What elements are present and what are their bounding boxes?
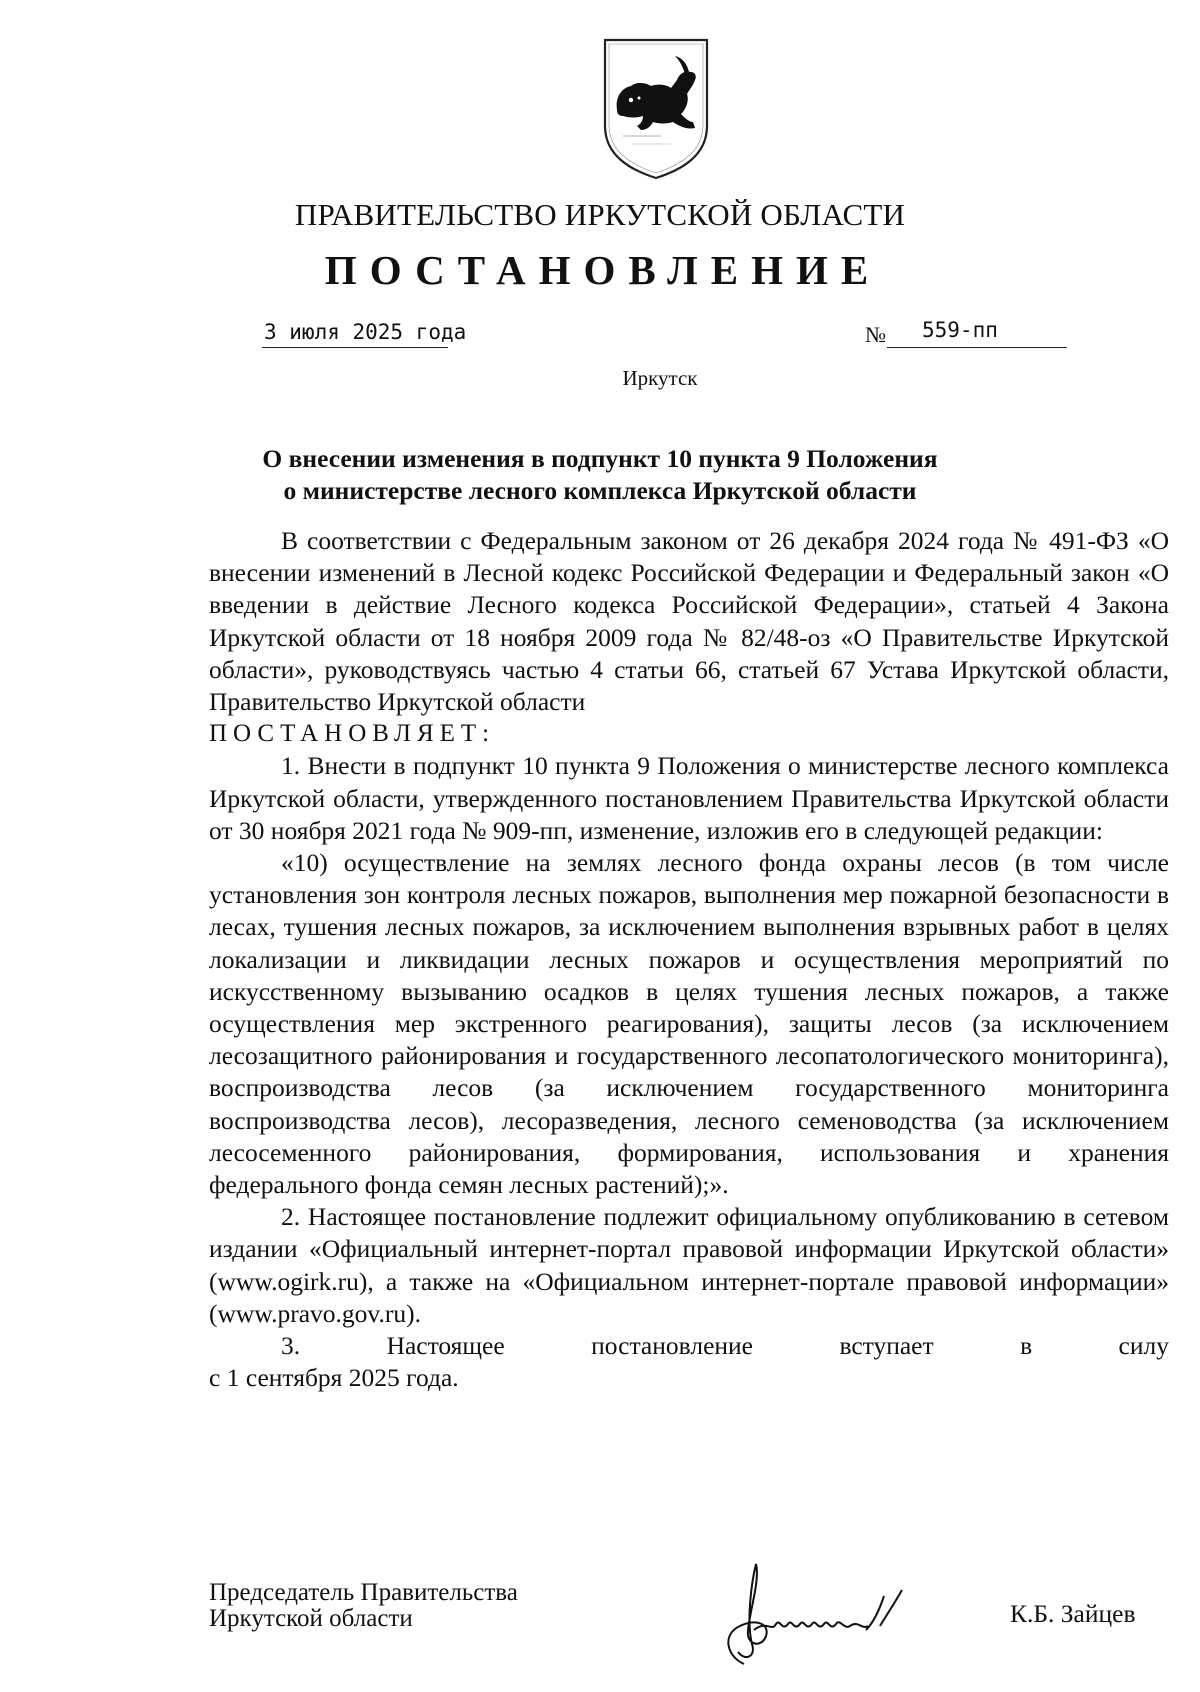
number-label: № — [865, 322, 886, 347]
document-type: ПОСТАНОВЛЕНИЕ — [324, 247, 882, 293]
item-3-line-2: с 1 сентября 2025 года. — [209, 1363, 459, 1393]
title-line-1: О внесении изменения в подпункт 10 пункта 9 Положения — [262, 444, 938, 473]
date-underline — [262, 347, 448, 348]
item-1-quote-paragraph: «10) осуществление на землях лесного фонда охраны лесов (в том числе установления зон контроля лесных пожаров, выполнения мер пожарной безопасности в лесах, тушения лесных пожаров, за исключением выполнения взрывных работ в целях локализации и ликвидации лесных пожаров и осуществления мероприятий по искусственному вызыванию осадков в целях тушения лесных пожаров, а также осуществления мер экстренного реагирования), защиты лесов (за исключением лесозащитного районирования и государственного лесопатологического мониторинга), воспроизводства лесов (за исключением государственного мониторинга воспроизводства лесов), лесоразведения, лесного семеноводства (за исключением лесосеменного районирования, формирования, использования и хранения федерального фонда семян лесных растений);». — [209, 848, 1169, 1200]
document-date: 3 июля 2025 года — [264, 320, 467, 344]
organization-name: ПРАВИТЕЛЬСТВО ИРКУТСКОЙ ОБЛАСТИ — [294, 197, 906, 232]
document-title — [0, 443, 1200, 507]
signer-name: К.Б. Зайцев — [1010, 1599, 1136, 1628]
title-line-2: о министерстве лесного комплекса Иркутской области — [283, 476, 917, 505]
city: Иркутск — [622, 366, 698, 390]
signer-position-line-1: Председатель Правительства — [209, 1579, 518, 1606]
handwritten-signature-icon — [716, 1560, 946, 1670]
number-underline — [887, 347, 1067, 348]
signer-position — [209, 1580, 518, 1632]
resolves-heading: ПОСТАНОВЛЯЕТ: — [209, 720, 496, 748]
signer-position-line-2: Иркутской области — [209, 1605, 413, 1632]
document-number: 559-пп — [922, 318, 998, 342]
item-2-paragraph: 2. Настоящее постановление подлежит официальному опубликованию в сетевом издании «Официальный интернет-портал правовой информации Иркутской области» (www.ogirk.ru), а также на «Официальном интернет-портале правовой информации» (www.pravo.gov.ru). — [209, 1202, 1169, 1328]
coat-of-arms-icon — [601, 36, 711, 182]
document-body — [209, 525, 1169, 1394]
item-3-line-1: 3. Настоящее постановление вступает в силу — [281, 1331, 1169, 1361]
preamble-paragraph: В соответствии с Федеральным законом от 26 декабря 2024 года № 491-ФЗ «О внесении изменений в Лесной кодекс Российской Федерации и Федеральный закон «О введении в действие Лесного кодекса Российской Федерации», статьей 4 Закона Иркутской области от 18 ноября 2009 года № 82/48-оз «О Правительстве Иркутской области», руководствуясь частью 4 статьи 66, статьей 67 Устава Иркутской области, Правительство Иркутской области — [209, 526, 1169, 717]
item-1-paragraph: 1. Внести в подпункт 10 пункта 9 Положения о министерстве лесного комплекса Иркутской области, утвержденного постановлением Правительства Иркутской области от 30 ноября 2021 года № 909-пп, изменение, изложив его в следующей редакции: — [209, 751, 1169, 845]
